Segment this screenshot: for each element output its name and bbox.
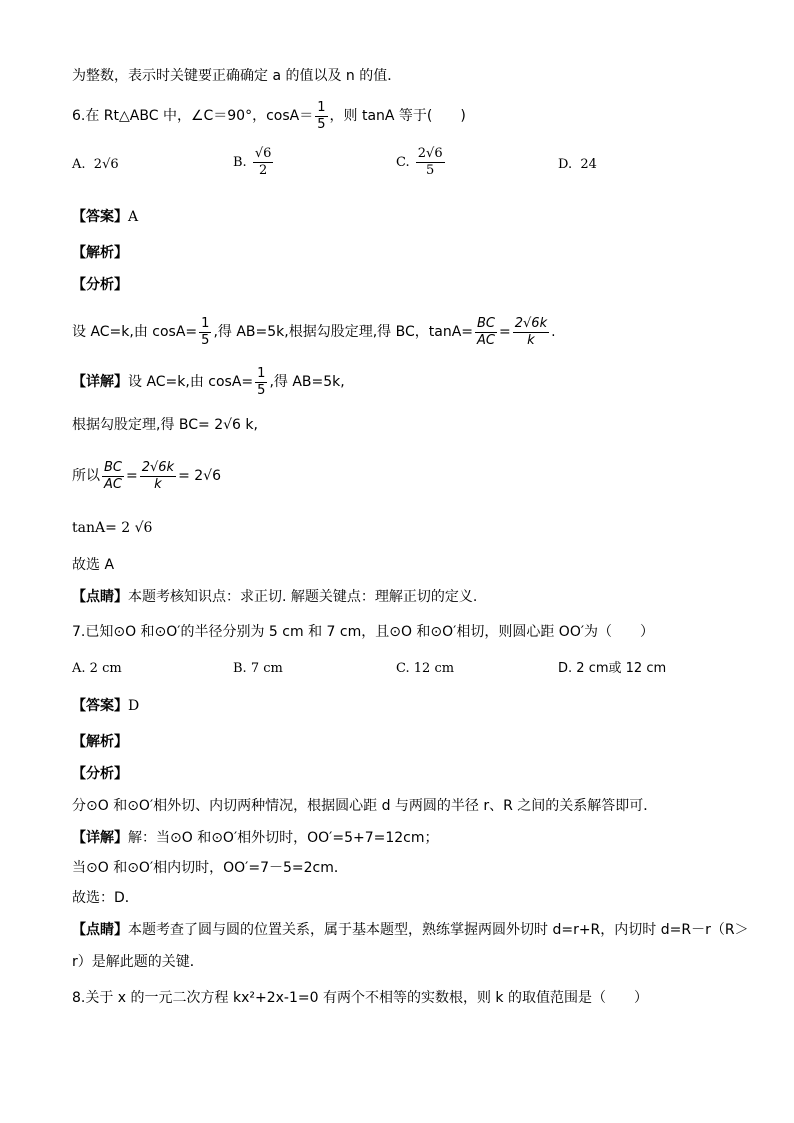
fraction-denominator: AC — [104, 476, 122, 492]
fraction-numerator: BC — [477, 315, 496, 331]
option-label: B. — [233, 661, 247, 676]
q6-option-c — [396, 146, 447, 179]
suoyi-fraction-1 — [102, 460, 124, 493]
fraction-denominator: 5 — [257, 382, 266, 398]
fraction-denominator: 2 — [258, 163, 268, 178]
q6-answer — [72, 207, 138, 227]
option-text: 24 — [580, 157, 597, 172]
xiangjie-tag: 【详解】 — [72, 374, 128, 390]
equals-sign: = — [126, 468, 138, 484]
dianjing-text: 本题考查了圆与圆的位置关系，属于基本题型，熟练掌握两圆外切时 d=r+R，内切时 d=R－r（R＞ — [128, 922, 749, 938]
q6-option-a — [72, 155, 119, 175]
option-fraction — [253, 146, 274, 179]
suoyi-fraction-2 — [140, 460, 176, 493]
q7-fenxi: 分⊙O 和⊙O′相外切、内切两种情况，根据圆心距 d 与两圆的半径 r、R 之间的关系解答即可． — [72, 798, 658, 814]
xiangjie-fraction — [255, 366, 267, 399]
fraction-numerator: 2√6 — [417, 146, 443, 161]
option-label: C. — [396, 154, 410, 170]
period: . — [551, 324, 556, 340]
option-label: C. — [396, 661, 410, 676]
fraction-denominator: k — [154, 476, 162, 492]
q6-option-d — [558, 155, 597, 175]
q6-line-bc: 根据勾股定理,得 BC= 2√6 k, — [72, 417, 258, 433]
q6-jiexi-tag: 【解析】 — [72, 245, 128, 261]
answer-value: D — [128, 698, 140, 714]
option-label: D. — [558, 157, 573, 172]
fraction-numerator: 1 — [201, 315, 210, 331]
option-label: B. — [233, 154, 247, 170]
q6-stem-fraction — [315, 100, 327, 133]
q6-xiangjie-a: 设 AC=k,由 cosA= — [128, 374, 254, 390]
dianjing-tag: 【点睛】 — [72, 922, 128, 938]
dianjing-text: 本题考核知识点：求正切. 解题关键点：理解正切的定义. — [128, 589, 478, 605]
q7-xiangjie-2: 当⊙O 和⊙O′相内切时，OO′=7－5=2cm． — [72, 860, 348, 876]
option-text: 2 cm — [89, 661, 122, 676]
q6-fenxi-b: ,得 AB=5k,根据勾股定理,得 BC，tanA= — [213, 324, 474, 340]
fraction-denominator: AC — [477, 332, 495, 348]
fenxi-fraction-3 — [513, 316, 549, 349]
q6-xiangjie-b: ,得 AB=5k, — [269, 374, 345, 390]
q7-option-b — [233, 659, 283, 679]
answer-value: A — [128, 209, 139, 225]
equals-sign: = — [499, 324, 511, 340]
q7-jiexi-tag: 【解析】 — [72, 734, 128, 750]
option-label: D. — [558, 661, 573, 676]
q6-stem-a: 6.在 Rt△ABC 中，∠C＝90°，cosA＝ — [72, 108, 314, 124]
fraction-denominator: 5 — [317, 116, 326, 132]
q6-stem-b: ，则 tanA 等于( ) — [329, 108, 466, 124]
q7-option-a — [72, 659, 122, 679]
q6-option-b — [233, 146, 275, 179]
q6-fenxi-a: 设 AC=k,由 cosA= — [72, 324, 198, 340]
q7-dianjing-1 — [72, 920, 749, 940]
option-text: 2 cm或 12 cm — [576, 661, 667, 676]
q6-tan-line: tanA= 2 √6 — [72, 520, 153, 536]
fraction-numerator: 2√6k — [514, 315, 548, 331]
xiangjie-text: 解：当⊙O 和⊙O′相外切时，OO′=5+7=12cm； — [128, 830, 439, 846]
q6-suoyi — [72, 454, 221, 498]
xiangjie-tag: 【详解】 — [72, 830, 128, 846]
q6-xiangjie — [72, 362, 345, 402]
option-text: 12 cm — [413, 661, 455, 676]
option-label: A. — [72, 157, 86, 172]
q8-stem: 8.关于 x 的一元二次方程 kx²+2x-1=0 有两个不相等的实数根，则 k 的取值范围是（ ） — [72, 990, 648, 1006]
intro-line: 为整数，表示时关键要正确确定 a 的值以及 n 的值． — [72, 68, 402, 84]
q6-fenxi-tag: 【分析】 — [72, 277, 128, 293]
fraction-numerator: √6 — [254, 146, 272, 161]
suoyi-text: 所以 — [72, 468, 100, 484]
dianjing-tag: 【点睛】 — [72, 589, 128, 605]
q7-option-d — [558, 659, 666, 679]
q6-stem — [72, 96, 466, 136]
option-text: 2√6 — [93, 157, 119, 172]
option-text: 7 cm — [250, 661, 283, 676]
q6-guxuan: 故选 A — [72, 557, 115, 573]
answer-tag: 【答案】 — [72, 209, 128, 225]
q7-fenxi-tag: 【分析】 — [72, 766, 128, 782]
fraction-numerator: 1 — [257, 365, 266, 381]
fraction-numerator: 2√6k — [141, 459, 175, 475]
option-fraction — [416, 146, 445, 179]
q7-answer — [72, 696, 139, 716]
q6-dianjing — [72, 587, 477, 607]
fraction-numerator: BC — [104, 459, 122, 475]
fraction-denominator: 5 — [201, 332, 210, 348]
q7-stem: 7.已知⊙O 和⊙O′的半径分别为 5 cm 和 7 cm，且⊙O 和⊙O′相切，则圆心距 OO′为（ ） — [72, 624, 655, 640]
fenxi-fraction-2 — [475, 316, 497, 349]
q6-fenxi — [72, 310, 556, 354]
option-label: A. — [72, 661, 86, 676]
suoyi-result: = 2√6 — [178, 468, 222, 484]
fraction-denominator: 5 — [426, 163, 435, 178]
q7-guxuan: 故选：D． — [72, 890, 139, 906]
fenxi-fraction-1 — [199, 316, 211, 349]
q7-option-c — [396, 659, 454, 679]
fraction-numerator: 1 — [317, 99, 326, 115]
q7-xiangjie-1 — [72, 828, 439, 848]
fraction-denominator: k — [527, 332, 535, 348]
q7-dianjing-2: r）是解此题的关键． — [72, 954, 204, 970]
answer-tag: 【答案】 — [72, 698, 128, 714]
